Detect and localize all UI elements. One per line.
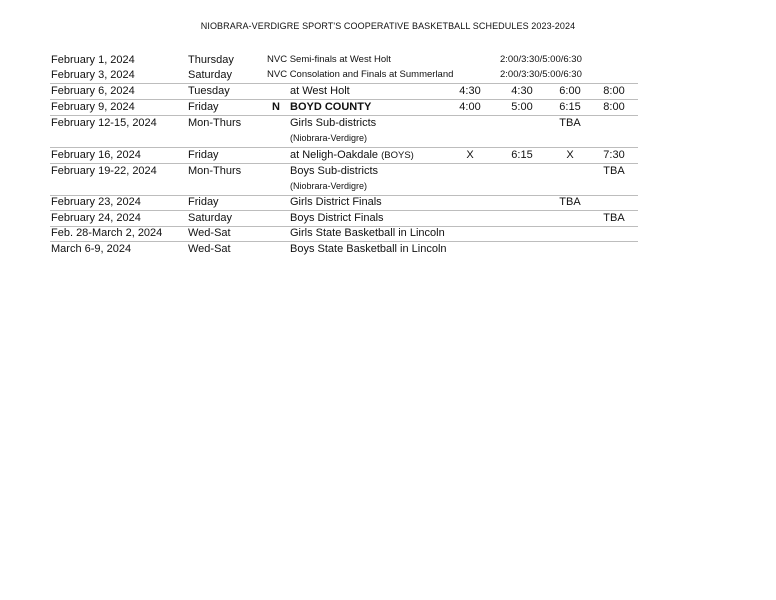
row-time-3: 6:00 [559,85,581,97]
schedule-row [50,242,638,257]
row-opponent: Boys District Finals [290,212,384,224]
row-note: (Niobrara-Verdigre) [290,133,368,143]
schedule-row [50,226,638,242]
row-date: February 6, 2024 [51,85,135,97]
schedule-row [50,68,638,84]
row-event: NVC Semi-finals at West Holt [267,54,391,65]
row-time-4: 8:00 [603,101,625,113]
row-date: February 23, 2024 [51,196,141,208]
row-time-3: TBA [559,117,581,129]
row-opponent: at West Holt [290,85,350,97]
row-day: Wed-Sat [188,243,231,255]
row-day: Friday [188,196,219,208]
row-time-4: TBA [603,165,625,177]
schedule-row [50,211,638,227]
schedule-row [50,116,638,148]
row-opponent-suffix: (BOYS) [381,150,414,161]
row-opponent: Girls Sub-districts [290,117,377,129]
row-time-4: TBA [603,212,625,224]
row-date: February 9, 2024 [51,101,135,113]
row-date: February 12-15, 2024 [51,117,157,129]
row-opponent: Girls State Basketball in Lincoln [290,227,445,239]
row-time-2: 5:00 [511,101,533,113]
schedule-row [50,195,638,211]
row-times-combined: 2:00/3:30/5:00/6:30 [500,54,582,65]
row-day: Thursday [188,54,234,66]
page-title: NIOBRARA-VERDIGRE SPORT'S COOPERATIVE BASKETBALL SCHEDULES 2023-2024 [200,21,576,31]
row-date: Feb. 28-March 2, 2024 [51,227,163,239]
row-date: February 3, 2024 [51,69,135,81]
schedule-row [50,100,638,116]
row-time-3: 6:15 [559,101,581,113]
schedule-row [50,84,638,100]
row-day: Tuesday [188,85,230,97]
row-day: Friday [188,101,219,113]
row-opponent: Boys Sub-districts [290,165,379,177]
row-home-marker: N [272,101,280,113]
row-event: NVC Consolation and Finals at Summerland [267,69,454,80]
row-day: Mon-Thurs [188,117,242,129]
row-date: February 19-22, 2024 [51,165,157,177]
row-day: Saturday [188,212,233,224]
row-date: March 6-9, 2024 [51,243,132,255]
schedule-row [50,164,638,196]
row-time-2: 4:30 [511,85,533,97]
row-time-1: 4:30 [459,85,481,97]
row-time-1: 4:00 [459,101,481,113]
row-opponent [290,149,414,161]
row-day: Saturday [188,69,233,81]
row-opponent: Girls District Finals [290,196,382,208]
row-time-4: 7:30 [603,149,625,161]
row-time-1: X [466,149,474,161]
row-opponent-name: at Neligh-Oakdale [290,149,382,161]
row-time-4: 8:00 [603,85,625,97]
row-time-3: X [566,149,574,161]
row-day: Wed-Sat [188,227,231,239]
row-date: February 16, 2024 [51,149,141,161]
schedule-row [50,148,638,164]
row-opponent: Boys State Basketball in Lincoln [290,243,447,255]
row-time-2: 6:15 [511,149,533,161]
row-date: February 24, 2024 [51,212,141,224]
row-opponent: BOYD COUNTY [290,101,372,113]
row-day: Mon-Thurs [188,165,242,177]
row-time-3: TBA [559,196,581,208]
row-day: Friday [188,149,219,161]
row-times-combined: 2:00/3:30/5:00/6:30 [500,69,582,80]
schedule-row [50,53,638,68]
row-note: (Niobrara-Verdigre) [290,181,368,191]
row-date: February 1, 2024 [51,54,135,66]
